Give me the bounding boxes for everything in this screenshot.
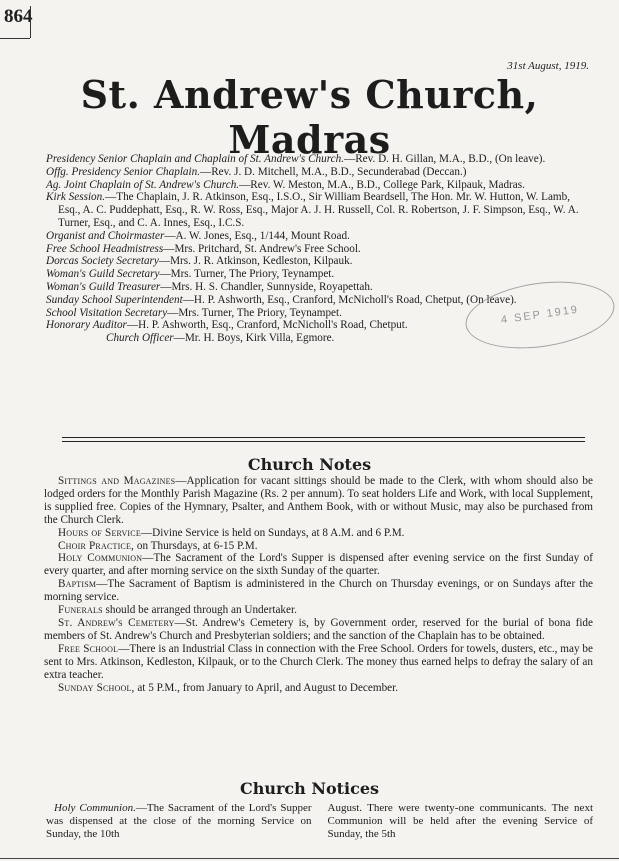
official-role: Free School Headmistress bbox=[46, 242, 164, 255]
official-text: —Mrs. J. R. Atkinson, Kedleston, Kilpauk. bbox=[158, 255, 353, 268]
note-text: —St. Andrew's Cemetery is, by Government order, reserved for the burial of bona fide members of St. Andrew's Church and Presbyterian soldiers; and the sanction of the Chaplain has to be obtained. bbox=[44, 616, 593, 642]
official-role: Church Officer bbox=[106, 332, 174, 345]
official-text: —Mrs. Turner, The Priory, Teynampet. bbox=[167, 306, 342, 319]
notices-column-left bbox=[46, 802, 312, 841]
issue-date: 31st August, 1919. bbox=[507, 60, 589, 72]
official-role: Dorcas Society Secretary bbox=[46, 255, 159, 268]
official-role: Presidency Senior Chaplain and Chaplain of St. Andrew's Church. bbox=[46, 153, 345, 165]
note-text: —Divine Service is held on Sundays, at 8 A.M. and 6 P.M. bbox=[140, 526, 405, 539]
official-entry bbox=[46, 255, 593, 268]
note-lead: Sittings and Magazines bbox=[58, 475, 176, 487]
note-text: —There is an Industrial Class in connection with the Free School. Orders for towels, dusters, etc., may be sent to Mrs. Atkinson, Kedleston, Kilpauk, or to the Church Clerk. The money thus earned helps to defray the salary of an extra teacher. bbox=[44, 642, 593, 681]
official-role: Ag. Joint Chaplain of St. Andrew's Church. bbox=[46, 178, 240, 191]
official-text: —Rev. J. D. Mitchell, M.A., B.D., Secunderabad (Deccan.) bbox=[200, 165, 467, 178]
note-lead: Free School bbox=[58, 642, 119, 655]
note-paragraph bbox=[44, 552, 593, 578]
official-role: Kirk Session. bbox=[46, 191, 106, 204]
church-notices-body bbox=[46, 802, 593, 841]
corner-rule-horizontal bbox=[0, 38, 30, 39]
note-text: —Application for vacant sittings should be made to the Clerk, with whom should also be lodged orders for the Monthly Parish Magazine (Rs. 2 per annum). To seat holders Life and Work, with local Supplement, is supplied free. Copies of the Hymnary, Psalter, and Anthem Book, with or without Music, may also be purchased from the Church Clerk. bbox=[44, 475, 593, 526]
official-text: —Mr. H. Boys, Kirk Villa, Egmore. bbox=[173, 332, 335, 345]
page-bottom-edge bbox=[0, 858, 619, 859]
notice-paragraph bbox=[328, 802, 594, 841]
note-paragraph bbox=[44, 604, 593, 617]
official-entry bbox=[46, 268, 593, 281]
note-lead: Holy Communion bbox=[58, 552, 143, 565]
note-lead: Hours of Service bbox=[58, 526, 141, 539]
official-text: —Mrs. Pritchard, St. Andrew's Free School. bbox=[163, 242, 361, 255]
official-role: School Visitation Secretary bbox=[46, 306, 168, 319]
received-date-stamp: 4 SEP 1919 bbox=[461, 273, 618, 357]
official-text: —Mrs. H. S. Chandler, Sunnyside, Royapettah. bbox=[160, 280, 373, 293]
note-text: —The Sacrament of the Lord's Supper is dispensed after evening service on the first Sunday of every quarter, and after morning service on the sixth Sunday of the quarter. bbox=[44, 552, 593, 578]
note-paragraph bbox=[44, 643, 593, 682]
official-text: —The Chaplain, J. R. Atkinson, Esq., I.S.O., Sir William Beardsell, The Hon. Mr. W. Hutton, W. Lamb, Esq., A. C. Puddephatt, Esq., R. W. Ross, Esq., Major A. J. H. Russell, Col. R. Robertson, J. F. Simpson, Esq., W. A. Turner, Esq., and C. A. Innes, Esq., I.C.S. bbox=[58, 191, 579, 229]
note-lead: Funerals bbox=[58, 604, 103, 617]
section-divider bbox=[62, 441, 585, 442]
church-notices-heading: Church Notices bbox=[239, 779, 380, 798]
official-text: —H. P. Ashworth, Esq., Cranford, McNicholl's Road, Chetput, (On leave). bbox=[182, 293, 517, 306]
note-lead: Baptism bbox=[58, 578, 97, 591]
note-paragraph bbox=[44, 475, 593, 527]
church-notes-body bbox=[44, 475, 593, 694]
notice-text: —The Sacrament of the Lord's Supper was dispensed at the close of the morning Service on Sunday, the 10th bbox=[46, 802, 312, 840]
church-notes-heading: Church Notes bbox=[247, 455, 372, 474]
note-lead: St. Andrew's Cemetery bbox=[58, 616, 175, 629]
note-text: on Thursdays, at 6-15 P.M. bbox=[134, 539, 258, 552]
official-text: —Mrs. Turner, The Priory, Teynampet. bbox=[159, 268, 335, 281]
note-paragraph bbox=[44, 617, 593, 643]
official-text: —A. W. Jones, Esq., 1/144, Mount Road. bbox=[164, 229, 350, 242]
official-entry bbox=[46, 166, 593, 179]
official-entry bbox=[46, 153, 593, 166]
official-entry bbox=[46, 243, 593, 256]
note-paragraph bbox=[44, 682, 593, 695]
note-paragraph bbox=[44, 540, 593, 553]
official-role: Offg. Presidency Senior Chaplain. bbox=[46, 165, 201, 178]
official-role: Woman's Guild Secretary bbox=[46, 268, 160, 281]
notices-column-right bbox=[328, 802, 594, 841]
corner-rule-vertical bbox=[30, 6, 31, 38]
note-text: —The Sacrament of Baptism is administered in the Church on Thursday evenings, or on Sundays after the morning service. bbox=[44, 578, 593, 604]
section-divider bbox=[62, 437, 585, 438]
official-role: Organist and Choirmaster bbox=[46, 229, 165, 242]
note-lead: Choir Practice, bbox=[58, 539, 135, 552]
official-role: Sunday School Superintendent bbox=[46, 293, 183, 306]
note-lead: Sunday School, bbox=[58, 681, 135, 694]
official-entry bbox=[46, 179, 593, 192]
notice-lead: Holy Communion. bbox=[54, 802, 136, 814]
note-text: should be arranged through an Undertaker. bbox=[102, 604, 297, 617]
official-entry bbox=[46, 191, 593, 229]
page-number: 864 bbox=[4, 6, 33, 27]
notice-text: August. There were twenty-one communicants. The next Communion will be held after the evening Service of Sunday, the 5th bbox=[327, 802, 593, 840]
official-entry bbox=[46, 230, 593, 243]
official-role: Woman's Guild Treasurer bbox=[46, 280, 161, 293]
official-text: —Rev. W. Meston, M.A., B.D., College Park, Kilpauk, Madras. bbox=[239, 178, 525, 191]
page-title: St. Andrew's Church, Madras bbox=[80, 72, 539, 162]
official-text: —H. P. Ashworth, Esq., Cranford, McNicholl's Road, Chetput. bbox=[126, 319, 408, 332]
official-role: Honorary Auditor bbox=[46, 319, 127, 332]
note-paragraph bbox=[44, 527, 593, 540]
notice-paragraph bbox=[46, 802, 312, 841]
note-paragraph bbox=[44, 578, 593, 604]
note-text: at 5 P.M., from January to April, and August to December. bbox=[134, 681, 399, 694]
official-text: —Rev. D. H. Gillan, M.A., B.D., (On leave). bbox=[344, 153, 546, 165]
